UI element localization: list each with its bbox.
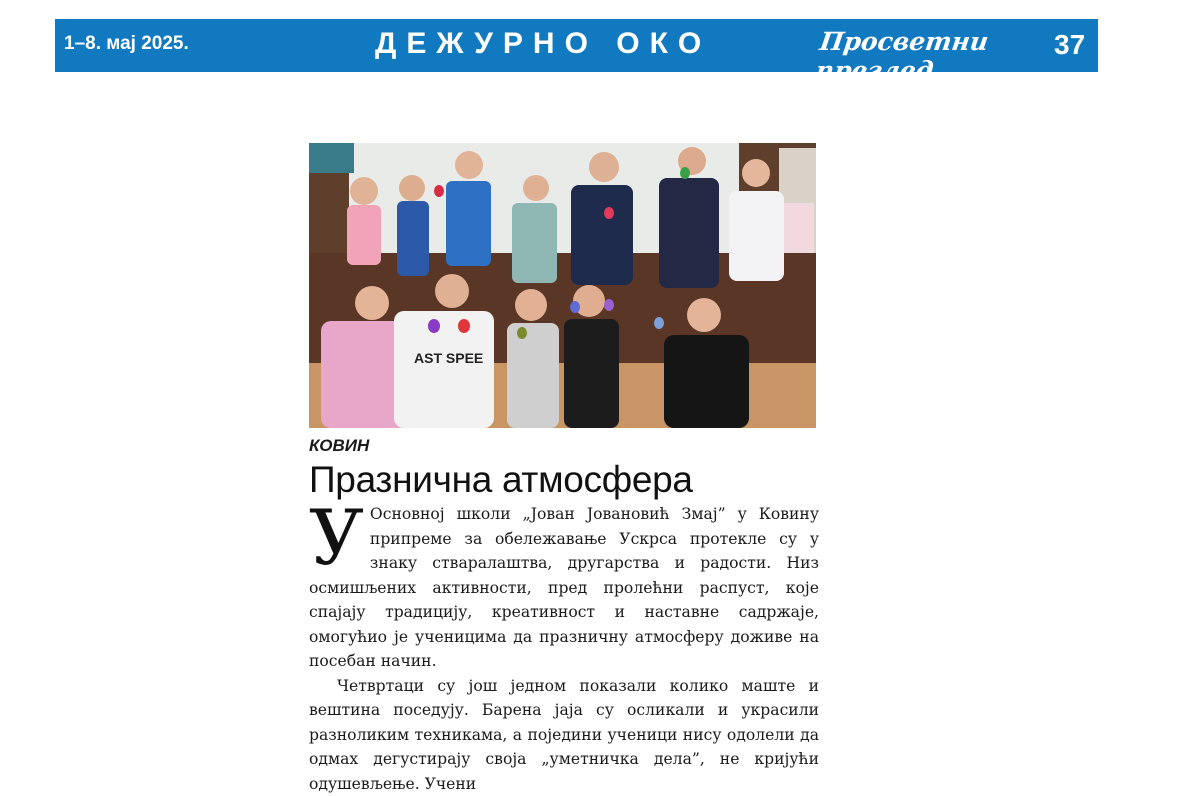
shirt-text: AST SPEE [414,350,483,366]
paragraph-2-text: Четвртаци су још једном показали колико маште и вештина поседују. Барена јаја су осликали и украсили разноликим техникама, а поједини ученици нису одолели да одмах дегустирају своја „уметничка дела”, не кријући одушевљење. Учени [309,677,819,793]
article-headline: Празнична атмосфера [309,459,693,501]
paragraph-1-text: Основној школи „Јован Јовановић Змај” у Ковину припреме за обележавање Ускрса протекле су у знаку стваралаштва, другарства и радости. Низ осмишљених активности, пред пролећни распуст, које спајају традицију, креативност и наставне садржаје, омогућио је ученицима да празничну атмосферу доживе на посебан начин. [309,505,819,670]
page-header-bar [55,19,1098,72]
drop-cap: У [309,506,364,574]
article-paragraph [309,674,819,796]
article-kicker: КОВИН [309,436,369,456]
article-photo [309,143,816,428]
issue-date: 1–8. мај 2025. [64,33,189,55]
newspaper-logo: Просветни преглед [814,27,1102,85]
article-body [309,502,819,796]
article-paragraph [309,502,819,674]
page-number: 37 [1054,29,1085,61]
section-title: ДЕЖУРНО ОКО [375,27,711,61]
students-with-painted-eggs-photo [309,143,816,428]
